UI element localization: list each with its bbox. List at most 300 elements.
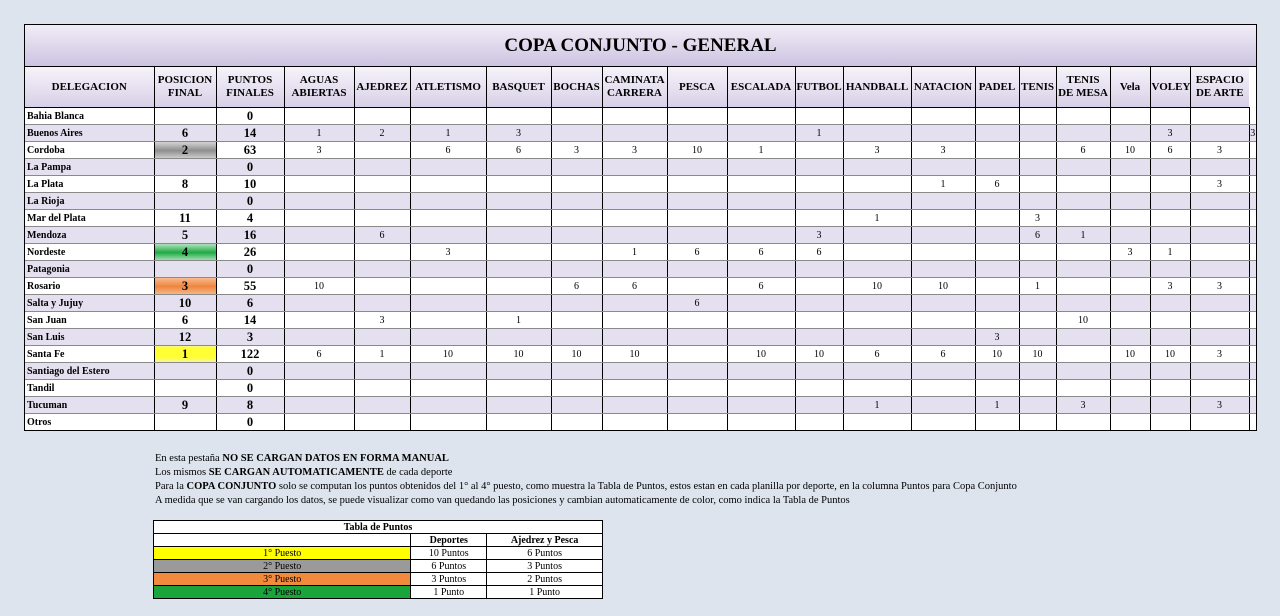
- sport-points[interactable]: 6: [486, 142, 551, 159]
- sport-points[interactable]: 10: [727, 346, 795, 363]
- sport-points[interactable]: [667, 108, 727, 125]
- sport-points[interactable]: [602, 414, 667, 431]
- sport-points[interactable]: [1150, 176, 1190, 193]
- sport-points[interactable]: 3: [1190, 278, 1249, 295]
- sport-points[interactable]: [486, 363, 551, 380]
- sport-points[interactable]: [1110, 329, 1150, 346]
- sport-points[interactable]: [551, 193, 602, 210]
- sport-points[interactable]: [667, 261, 727, 278]
- sport-points[interactable]: [486, 108, 551, 125]
- sport-points[interactable]: [410, 227, 486, 244]
- sport-points[interactable]: 3: [284, 142, 354, 159]
- final-position[interactable]: 4: [154, 244, 216, 261]
- sport-points[interactable]: 10: [843, 278, 911, 295]
- sport-points[interactable]: [667, 329, 727, 346]
- sport-points[interactable]: [843, 414, 911, 431]
- sport-points[interactable]: [354, 278, 410, 295]
- sport-points[interactable]: [795, 380, 843, 397]
- sport-points[interactable]: [551, 295, 602, 312]
- sport-points[interactable]: [1110, 295, 1150, 312]
- sport-points[interactable]: 1: [727, 142, 795, 159]
- sport-points[interactable]: [551, 227, 602, 244]
- sport-points[interactable]: [1190, 295, 1249, 312]
- sport-points[interactable]: [667, 380, 727, 397]
- sport-points[interactable]: [410, 312, 486, 329]
- sport-points[interactable]: [727, 312, 795, 329]
- sport-points[interactable]: [551, 312, 602, 329]
- sport-points[interactable]: 1: [602, 244, 667, 261]
- sport-points[interactable]: [1190, 193, 1249, 210]
- sport-points[interactable]: 6: [795, 244, 843, 261]
- sport-points[interactable]: [602, 380, 667, 397]
- sport-points[interactable]: [911, 363, 975, 380]
- sport-points[interactable]: [727, 261, 795, 278]
- final-points[interactable]: 0: [216, 261, 284, 278]
- final-position[interactable]: 12: [154, 329, 216, 346]
- final-points[interactable]: 0: [216, 159, 284, 176]
- final-position[interactable]: [154, 261, 216, 278]
- sport-points[interactable]: [911, 244, 975, 261]
- final-points[interactable]: 14: [216, 312, 284, 329]
- sport-points[interactable]: [354, 295, 410, 312]
- sport-points[interactable]: [1190, 363, 1249, 380]
- sport-points[interactable]: [975, 414, 1019, 431]
- sport-points[interactable]: [486, 261, 551, 278]
- sport-points[interactable]: [1056, 125, 1110, 142]
- sport-points[interactable]: [284, 210, 354, 227]
- sport-points[interactable]: [1056, 329, 1110, 346]
- sport-points[interactable]: 6: [911, 346, 975, 363]
- sport-points[interactable]: [602, 108, 667, 125]
- sport-points[interactable]: [795, 142, 843, 159]
- sport-points[interactable]: 10: [1150, 346, 1190, 363]
- sport-points[interactable]: [551, 210, 602, 227]
- sport-points[interactable]: [602, 261, 667, 278]
- sport-points[interactable]: [911, 397, 975, 414]
- sport-points[interactable]: [602, 312, 667, 329]
- delegation-name[interactable]: Salta y Jujuy: [25, 295, 154, 312]
- sport-points[interactable]: [602, 210, 667, 227]
- final-points[interactable]: 4: [216, 210, 284, 227]
- sport-points[interactable]: 3: [975, 329, 1019, 346]
- sport-points[interactable]: [1249, 176, 1256, 193]
- sport-points[interactable]: [486, 295, 551, 312]
- delegation-name[interactable]: Tucuman: [25, 397, 154, 414]
- sport-points[interactable]: [486, 210, 551, 227]
- sport-points[interactable]: [602, 227, 667, 244]
- sport-points[interactable]: [551, 244, 602, 261]
- sport-points[interactable]: [354, 244, 410, 261]
- sport-points[interactable]: [1249, 414, 1256, 431]
- sport-points[interactable]: [795, 397, 843, 414]
- sport-points[interactable]: 3: [1150, 125, 1190, 142]
- sport-points[interactable]: [975, 108, 1019, 125]
- sport-points[interactable]: [1249, 159, 1256, 176]
- sport-points[interactable]: 10: [410, 346, 486, 363]
- sport-points[interactable]: [1056, 108, 1110, 125]
- sport-points[interactable]: 6: [667, 295, 727, 312]
- sport-points[interactable]: 1: [843, 210, 911, 227]
- sport-points[interactable]: [354, 159, 410, 176]
- sport-points[interactable]: [486, 380, 551, 397]
- sport-points[interactable]: [1190, 125, 1249, 142]
- sport-points[interactable]: [1190, 244, 1249, 261]
- sport-points[interactable]: [667, 414, 727, 431]
- sport-points[interactable]: [975, 261, 1019, 278]
- sport-points[interactable]: [843, 329, 911, 346]
- sport-points[interactable]: 10: [1110, 346, 1150, 363]
- sport-points[interactable]: [1110, 210, 1150, 227]
- sport-points[interactable]: 3: [602, 142, 667, 159]
- sport-points[interactable]: [1056, 210, 1110, 227]
- sport-points[interactable]: 10: [795, 346, 843, 363]
- final-points[interactable]: 10: [216, 176, 284, 193]
- sport-points[interactable]: [727, 227, 795, 244]
- sport-points[interactable]: [795, 363, 843, 380]
- sport-points[interactable]: [1249, 261, 1256, 278]
- sport-points[interactable]: [1019, 176, 1056, 193]
- sport-points[interactable]: [911, 227, 975, 244]
- sport-points[interactable]: [410, 261, 486, 278]
- sport-points[interactable]: [1249, 142, 1256, 159]
- delegation-name[interactable]: Santiago del Estero: [25, 363, 154, 380]
- sport-points[interactable]: [1249, 227, 1256, 244]
- sport-points[interactable]: [551, 329, 602, 346]
- final-points[interactable]: 0: [216, 380, 284, 397]
- sport-points[interactable]: [1249, 397, 1256, 414]
- sport-points[interactable]: [975, 312, 1019, 329]
- sport-points[interactable]: [843, 193, 911, 210]
- sport-points[interactable]: [1019, 125, 1056, 142]
- sport-points[interactable]: [727, 414, 795, 431]
- sport-points[interactable]: [843, 159, 911, 176]
- sport-points[interactable]: [354, 261, 410, 278]
- sport-points[interactable]: [843, 312, 911, 329]
- sport-points[interactable]: [843, 295, 911, 312]
- sport-points[interactable]: 10: [1056, 312, 1110, 329]
- sport-points[interactable]: [410, 108, 486, 125]
- sport-points[interactable]: [795, 108, 843, 125]
- sport-points[interactable]: [354, 397, 410, 414]
- sport-points[interactable]: [1110, 227, 1150, 244]
- sport-points[interactable]: [667, 159, 727, 176]
- sport-points[interactable]: [667, 397, 727, 414]
- final-position[interactable]: 10: [154, 295, 216, 312]
- sport-points[interactable]: [911, 261, 975, 278]
- final-points[interactable]: 26: [216, 244, 284, 261]
- delegation-name[interactable]: Mendoza: [25, 227, 154, 244]
- sport-points[interactable]: [284, 397, 354, 414]
- sport-points[interactable]: [1249, 244, 1256, 261]
- final-points[interactable]: 6: [216, 295, 284, 312]
- final-points[interactable]: 14: [216, 125, 284, 142]
- sport-points[interactable]: [1249, 346, 1256, 363]
- sport-points[interactable]: [1110, 159, 1150, 176]
- final-position[interactable]: [154, 363, 216, 380]
- sport-points[interactable]: 3: [1190, 142, 1249, 159]
- delegation-name[interactable]: Nordeste: [25, 244, 154, 261]
- sport-points[interactable]: [843, 108, 911, 125]
- sport-points[interactable]: [1110, 261, 1150, 278]
- delegation-name[interactable]: San Juan: [25, 312, 154, 329]
- sport-points[interactable]: [1019, 261, 1056, 278]
- sport-points[interactable]: [1150, 210, 1190, 227]
- sport-points[interactable]: [1190, 159, 1249, 176]
- sport-points[interactable]: 3: [410, 244, 486, 261]
- sport-points[interactable]: [1249, 193, 1256, 210]
- final-position[interactable]: [154, 414, 216, 431]
- sport-points[interactable]: 6: [667, 244, 727, 261]
- sport-points[interactable]: [975, 244, 1019, 261]
- sport-points[interactable]: [1150, 380, 1190, 397]
- sport-points[interactable]: [911, 312, 975, 329]
- final-points[interactable]: 3: [216, 329, 284, 346]
- sport-points[interactable]: [1190, 227, 1249, 244]
- sport-points[interactable]: [284, 193, 354, 210]
- sport-points[interactable]: [354, 176, 410, 193]
- sport-points[interactable]: [602, 176, 667, 193]
- sport-points[interactable]: [1190, 329, 1249, 346]
- sport-points[interactable]: [1056, 261, 1110, 278]
- sport-points[interactable]: [843, 125, 911, 142]
- sport-points[interactable]: [354, 193, 410, 210]
- sport-points[interactable]: 3: [1190, 176, 1249, 193]
- sport-points[interactable]: [975, 227, 1019, 244]
- sport-points[interactable]: [284, 108, 354, 125]
- sport-points[interactable]: [602, 295, 667, 312]
- sport-points[interactable]: 1: [1019, 278, 1056, 295]
- final-position[interactable]: 2: [154, 142, 216, 159]
- delegation-name[interactable]: San Luis: [25, 329, 154, 346]
- sport-points[interactable]: [727, 176, 795, 193]
- sport-points[interactable]: 6: [727, 278, 795, 295]
- sport-points[interactable]: [843, 176, 911, 193]
- sport-points[interactable]: [667, 227, 727, 244]
- sport-points[interactable]: [410, 380, 486, 397]
- final-points[interactable]: 55: [216, 278, 284, 295]
- sport-points[interactable]: [602, 125, 667, 142]
- sport-points[interactable]: [284, 227, 354, 244]
- sport-points[interactable]: [1150, 397, 1190, 414]
- sport-points[interactable]: [1249, 278, 1256, 295]
- sport-points[interactable]: 3: [911, 142, 975, 159]
- sport-points[interactable]: [1019, 363, 1056, 380]
- sport-points[interactable]: [1150, 108, 1190, 125]
- sport-points[interactable]: 3: [1019, 210, 1056, 227]
- sport-points[interactable]: 3: [795, 227, 843, 244]
- sport-points[interactable]: [795, 312, 843, 329]
- final-position[interactable]: 5: [154, 227, 216, 244]
- sport-points[interactable]: [1019, 414, 1056, 431]
- sport-points[interactable]: [667, 278, 727, 295]
- sport-points[interactable]: 6: [410, 142, 486, 159]
- sport-points[interactable]: [911, 295, 975, 312]
- sport-points[interactable]: 10: [1019, 346, 1056, 363]
- sport-points[interactable]: [795, 414, 843, 431]
- sport-points[interactable]: [410, 210, 486, 227]
- sport-points[interactable]: [1110, 176, 1150, 193]
- final-points[interactable]: 8: [216, 397, 284, 414]
- sport-points[interactable]: [1110, 193, 1150, 210]
- sport-points[interactable]: 1: [1056, 227, 1110, 244]
- sport-points[interactable]: [410, 414, 486, 431]
- sport-points[interactable]: 6: [727, 244, 795, 261]
- sport-points[interactable]: [602, 329, 667, 346]
- sport-points[interactable]: [727, 125, 795, 142]
- sport-points[interactable]: 3: [1150, 278, 1190, 295]
- sport-points[interactable]: 6: [284, 346, 354, 363]
- sport-points[interactable]: [1056, 159, 1110, 176]
- sport-points[interactable]: [354, 414, 410, 431]
- final-points[interactable]: 16: [216, 227, 284, 244]
- sport-points[interactable]: [602, 159, 667, 176]
- sport-points[interactable]: 1: [843, 397, 911, 414]
- sport-points[interactable]: [727, 380, 795, 397]
- sport-points[interactable]: [284, 414, 354, 431]
- sport-points[interactable]: 1: [795, 125, 843, 142]
- sport-points[interactable]: [551, 397, 602, 414]
- sport-points[interactable]: [911, 108, 975, 125]
- sport-points[interactable]: [1150, 159, 1190, 176]
- sport-points[interactable]: [602, 397, 667, 414]
- sport-points[interactable]: [284, 244, 354, 261]
- sport-points[interactable]: [410, 193, 486, 210]
- sport-points[interactable]: [1190, 261, 1249, 278]
- sport-points[interactable]: [1150, 414, 1190, 431]
- sport-points[interactable]: [727, 159, 795, 176]
- sport-points[interactable]: [354, 380, 410, 397]
- sport-points[interactable]: [410, 329, 486, 346]
- final-position[interactable]: 11: [154, 210, 216, 227]
- sport-points[interactable]: 3: [1110, 244, 1150, 261]
- sport-points[interactable]: [284, 295, 354, 312]
- sport-points[interactable]: [667, 176, 727, 193]
- sport-points[interactable]: [727, 295, 795, 312]
- sport-points[interactable]: [551, 363, 602, 380]
- sport-points[interactable]: [727, 210, 795, 227]
- delegation-name[interactable]: Tandil: [25, 380, 154, 397]
- sport-points[interactable]: [284, 363, 354, 380]
- sport-points[interactable]: 3: [1056, 397, 1110, 414]
- sport-points[interactable]: [284, 380, 354, 397]
- sport-points[interactable]: [911, 125, 975, 142]
- sport-points[interactable]: [1150, 295, 1190, 312]
- sport-points[interactable]: [1110, 380, 1150, 397]
- sport-points[interactable]: [602, 363, 667, 380]
- sport-points[interactable]: 3: [1190, 397, 1249, 414]
- sport-points[interactable]: [1056, 363, 1110, 380]
- sport-points[interactable]: [911, 210, 975, 227]
- final-points[interactable]: 63: [216, 142, 284, 159]
- sport-points[interactable]: [1019, 159, 1056, 176]
- sport-points[interactable]: [667, 210, 727, 227]
- sport-points[interactable]: [1019, 329, 1056, 346]
- sport-points[interactable]: [1110, 414, 1150, 431]
- sport-points[interactable]: [843, 380, 911, 397]
- sport-points[interactable]: [843, 227, 911, 244]
- sport-points[interactable]: [1019, 244, 1056, 261]
- sport-points[interactable]: [1190, 312, 1249, 329]
- sport-points[interactable]: 3: [354, 312, 410, 329]
- delegation-name[interactable]: Santa Fe: [25, 346, 154, 363]
- sport-points[interactable]: [911, 380, 975, 397]
- final-position[interactable]: 6: [154, 312, 216, 329]
- sport-points[interactable]: [1249, 380, 1256, 397]
- sport-points[interactable]: [975, 210, 1019, 227]
- sport-points[interactable]: [410, 295, 486, 312]
- sport-points[interactable]: [1019, 295, 1056, 312]
- sport-points[interactable]: [727, 108, 795, 125]
- delegation-name[interactable]: La Rioja: [25, 193, 154, 210]
- final-position[interactable]: 1: [154, 346, 216, 363]
- sport-points[interactable]: 10: [1110, 142, 1150, 159]
- delegation-name[interactable]: La Plata: [25, 176, 154, 193]
- sport-points[interactable]: [1110, 363, 1150, 380]
- sport-points[interactable]: [911, 329, 975, 346]
- sport-points[interactable]: [843, 261, 911, 278]
- delegation-name[interactable]: Bahia Blanca: [25, 108, 154, 125]
- sport-points[interactable]: 6: [551, 278, 602, 295]
- final-points[interactable]: 0: [216, 414, 284, 431]
- sport-points[interactable]: [486, 227, 551, 244]
- sport-points[interactable]: [911, 414, 975, 431]
- sport-points[interactable]: [1249, 329, 1256, 346]
- sport-points[interactable]: [486, 329, 551, 346]
- sport-points[interactable]: [1150, 363, 1190, 380]
- sport-points[interactable]: [795, 278, 843, 295]
- sport-points[interactable]: 3: [486, 125, 551, 142]
- sport-points[interactable]: [486, 176, 551, 193]
- sport-points[interactable]: [410, 176, 486, 193]
- sport-points[interactable]: [667, 346, 727, 363]
- sport-points[interactable]: [551, 125, 602, 142]
- sport-points[interactable]: [551, 159, 602, 176]
- sport-points[interactable]: [551, 414, 602, 431]
- sport-points[interactable]: [1110, 312, 1150, 329]
- sport-points[interactable]: 3: [551, 142, 602, 159]
- sport-points[interactable]: [551, 176, 602, 193]
- sport-points[interactable]: [975, 278, 1019, 295]
- sport-points[interactable]: [284, 159, 354, 176]
- sport-points[interactable]: 3: [1249, 125, 1256, 142]
- sport-points[interactable]: [975, 363, 1019, 380]
- sport-points[interactable]: [975, 295, 1019, 312]
- delegation-name[interactable]: Patagonia: [25, 261, 154, 278]
- final-position[interactable]: 6: [154, 125, 216, 142]
- sport-points[interactable]: [1056, 193, 1110, 210]
- sport-points[interactable]: 3: [1190, 346, 1249, 363]
- sport-points[interactable]: [667, 125, 727, 142]
- sport-points[interactable]: 10: [602, 346, 667, 363]
- sport-points[interactable]: [975, 193, 1019, 210]
- sport-points[interactable]: 1: [354, 346, 410, 363]
- sport-points[interactable]: [911, 159, 975, 176]
- sport-points[interactable]: [795, 193, 843, 210]
- sport-points[interactable]: [1190, 380, 1249, 397]
- sport-points[interactable]: [1056, 244, 1110, 261]
- final-position[interactable]: [154, 159, 216, 176]
- sport-points[interactable]: [354, 142, 410, 159]
- sport-points[interactable]: [486, 397, 551, 414]
- delegation-name[interactable]: Buenos Aires: [25, 125, 154, 142]
- sport-points[interactable]: 1: [1150, 244, 1190, 261]
- sport-points[interactable]: [354, 329, 410, 346]
- sport-points[interactable]: [1019, 193, 1056, 210]
- sport-points[interactable]: [284, 176, 354, 193]
- sport-points[interactable]: 6: [354, 227, 410, 244]
- sport-points[interactable]: [602, 193, 667, 210]
- sport-points[interactable]: 3: [843, 142, 911, 159]
